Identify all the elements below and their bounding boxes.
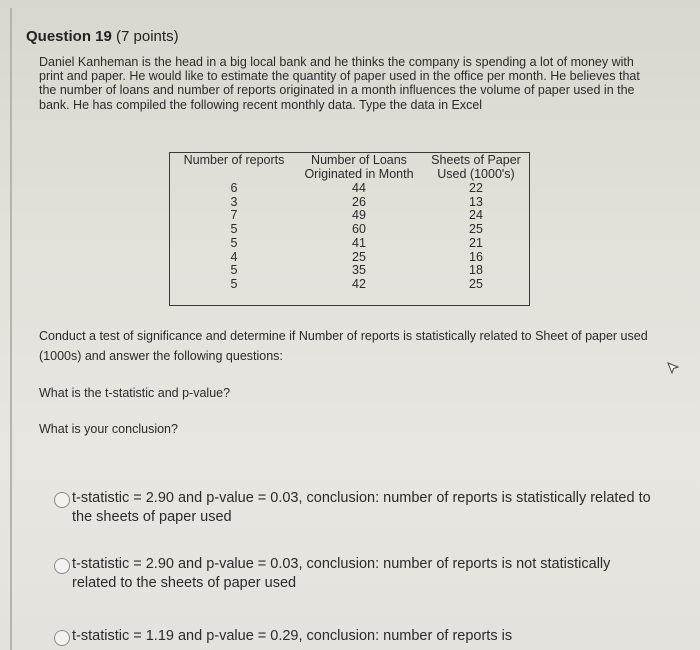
column-header-line2: Used (1000's)	[437, 167, 515, 181]
table-cell: 49	[352, 208, 366, 223]
answer-option-text: t-statistic = 2.90 and p-value = 0.03, conclusion: number of reports is statistically related to the sheets of paper used	[72, 490, 651, 525]
sub-question-statistic: What is the t-statistic and p-value?	[39, 386, 231, 400]
column-header: Sheets of Paper	[431, 153, 521, 167]
table-cell: 25	[352, 249, 366, 264]
table-cell: 25	[469, 276, 483, 291]
data-table	[169, 152, 530, 306]
table-cell: 7	[230, 208, 238, 223]
table-cell: 44	[352, 181, 366, 195]
table-cell: 5	[230, 263, 238, 278]
table-cell: 25	[469, 222, 483, 237]
mouse-pointer-icon	[667, 362, 679, 374]
column-cells	[298, 182, 420, 292]
table-cell: 35	[352, 263, 366, 278]
column-header: Number of reports	[183, 153, 285, 167]
table-cell: 60	[352, 222, 366, 237]
column-sheets-of-paper	[423, 153, 529, 292]
column-number-of-reports	[174, 153, 294, 292]
table-cell: 3	[230, 194, 238, 209]
radio-button[interactable]	[54, 558, 70, 574]
radio-button[interactable]	[54, 630, 70, 646]
table-cell: 5	[230, 276, 238, 291]
instruction-text: Conduct a test of significance and determine if Number of reports is statistically related to Sheet of paper used (1000s) and answer the following questions:	[39, 329, 648, 363]
table-cell: 21	[469, 235, 483, 250]
table-cell: 5	[230, 222, 238, 237]
sub-question-conclusion: What is your conclusion?	[39, 422, 178, 436]
table-cell: 24	[469, 208, 483, 223]
problem-statement	[39, 55, 644, 112]
table-cell: 18	[469, 263, 483, 278]
table-cell: 5	[230, 235, 238, 250]
question-points: (7 points)	[116, 28, 179, 45]
column-header-line2: Originated in Month	[304, 167, 414, 181]
table-cell: 22	[469, 181, 483, 195]
answer-option-text: t-statistic = 1.19 and p-value = 0.29, conclusion: number of reports is	[72, 628, 513, 644]
question-number: Question 19	[26, 28, 112, 45]
table-cell: 4	[230, 249, 238, 264]
problem-text: Daniel Kanheman is the head in a big local bank and he thinks the company is spending a lot of money with print and paper. He would like to estimate the quantity of paper used in the office per month. He believes that the number of loans and number of reports originated in a month influences the volume of paper used in the bank. He has compiled the following recent monthly data. Type the data in Excel	[39, 55, 640, 112]
table-cell: 41	[352, 235, 366, 250]
question-title	[26, 28, 179, 45]
column-number-of-loans	[298, 153, 420, 292]
table-cell: 13	[469, 194, 483, 209]
table-cell: 42	[352, 276, 366, 291]
question-page	[10, 8, 700, 650]
column-cells	[174, 182, 294, 292]
table-cell: 16	[469, 249, 483, 264]
table-cell: 6	[230, 181, 238, 195]
answer-option-text: t-statistic = 2.90 and p-value = 0.03, conclusion: number of reports is not statistically related to the sheets of paper used	[72, 556, 611, 591]
column-cells	[423, 182, 529, 292]
column-header: Number of Loans	[311, 153, 407, 167]
radio-button[interactable]	[54, 492, 70, 508]
table-cell: 26	[352, 194, 366, 209]
